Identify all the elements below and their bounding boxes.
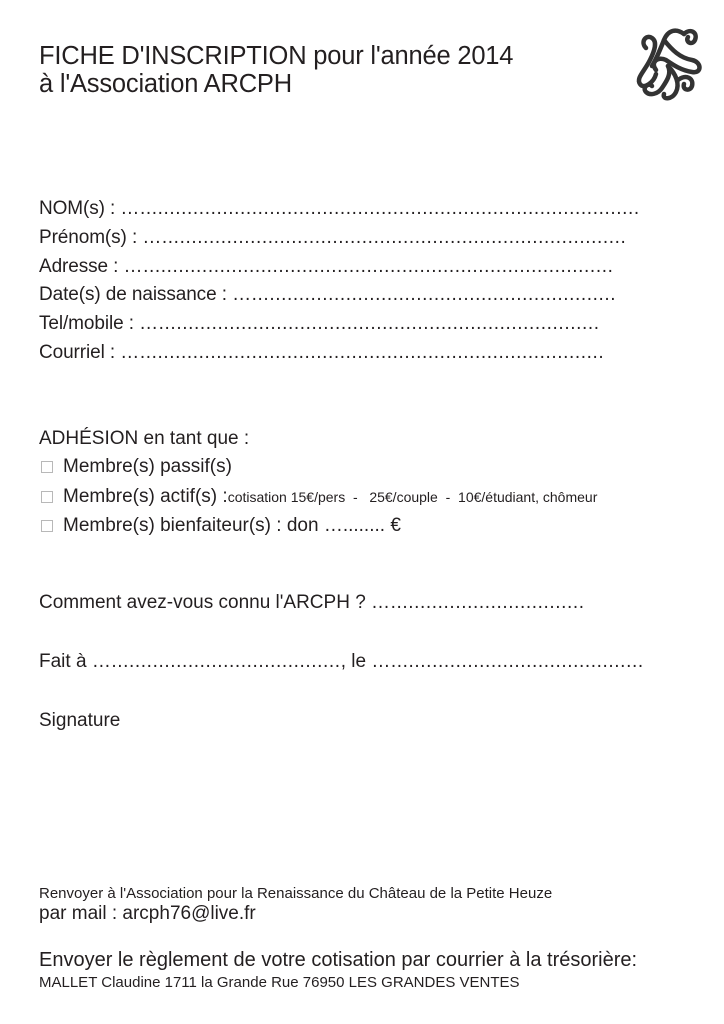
date-input[interactable]: …...........................................: [371, 651, 644, 672]
mail-line: par mail : arcph76@live.fr: [39, 903, 256, 924]
place-label: Fait à: [39, 651, 92, 672]
adhesion-heading: ADHÉSION en tant que :: [39, 428, 250, 449]
field-label: NOM(s) :: [39, 198, 121, 219]
field-adresse[interactable]: [39, 256, 613, 278]
field-input-tel[interactable]: …...........................................................................: [139, 313, 600, 334]
option-membre-actif[interactable]: [39, 486, 597, 508]
question-connu[interactable]: [39, 592, 585, 614]
field-label: Courriel :: [39, 342, 121, 363]
place-date-line[interactable]: [39, 651, 644, 673]
return-address-line: Renvoyer à l'Association pour la Renaissance du Château de la Petite Heuze: [39, 885, 553, 902]
field-prenom[interactable]: [39, 227, 626, 249]
option-label: Membre(s) bienfaiteur(s) : don …........ €: [63, 515, 401, 536]
field-tel[interactable]: [39, 313, 600, 335]
option-membre-bienfaiteur[interactable]: [39, 515, 401, 537]
option-membre-passif[interactable]: [39, 456, 232, 478]
field-label: Tel/mobile :: [39, 313, 140, 334]
field-label: Prénom(s) :: [39, 227, 143, 248]
field-nom[interactable]: [39, 198, 640, 220]
field-input-date-naissance[interactable]: …..............................................................: [232, 284, 617, 305]
treasurer-address: MALLET Claudine 1711 la Grande Rue 76950 LES GRANDES VENTES: [39, 974, 520, 991]
date-label: , le: [340, 651, 372, 672]
checkbox-membre-passif[interactable]: [41, 461, 53, 473]
question-input[interactable]: ….................................: [371, 592, 585, 613]
field-label: Adresse :: [39, 256, 124, 277]
field-label: Date(s) de naissance :: [39, 284, 233, 305]
checkbox-membre-bienfaiteur[interactable]: [41, 520, 53, 532]
option-label: Membre(s) actif(s) :: [63, 486, 228, 507]
field-courriel[interactable]: [39, 342, 604, 364]
signature-label: Signature: [39, 710, 121, 731]
field-date-naissance[interactable]: [39, 284, 616, 306]
field-input-prenom[interactable]: …...............................................................................: [142, 227, 627, 248]
option-label: Membre(s) passif(s): [63, 456, 232, 477]
cotisation-details: cotisation 15€/pers - 25€/couple - 10€/étudiant, chômeur: [227, 489, 598, 505]
calligraphic-monogram-icon: [632, 20, 706, 104]
field-input-adresse[interactable]: …................................................................................: [123, 256, 614, 277]
title-line-1: FICHE D'INSCRIPTION pour l'année 2014: [39, 42, 514, 70]
field-input-courriel[interactable]: …...............................................................................: [120, 342, 605, 363]
payment-instruction: Envoyer le règlement de votre cotisation par courrier à la trésorière:: [39, 949, 638, 971]
checkbox-membre-actif[interactable]: [41, 491, 53, 503]
title-line-2: à l'Association ARCPH: [39, 70, 292, 98]
page-title: [39, 42, 513, 98]
question-label: Comment avez-vous connu l'ARCPH ?: [39, 592, 372, 613]
field-input-nom[interactable]: ….....................................................................................: [120, 198, 640, 219]
place-input[interactable]: ….......................................: [91, 651, 341, 672]
